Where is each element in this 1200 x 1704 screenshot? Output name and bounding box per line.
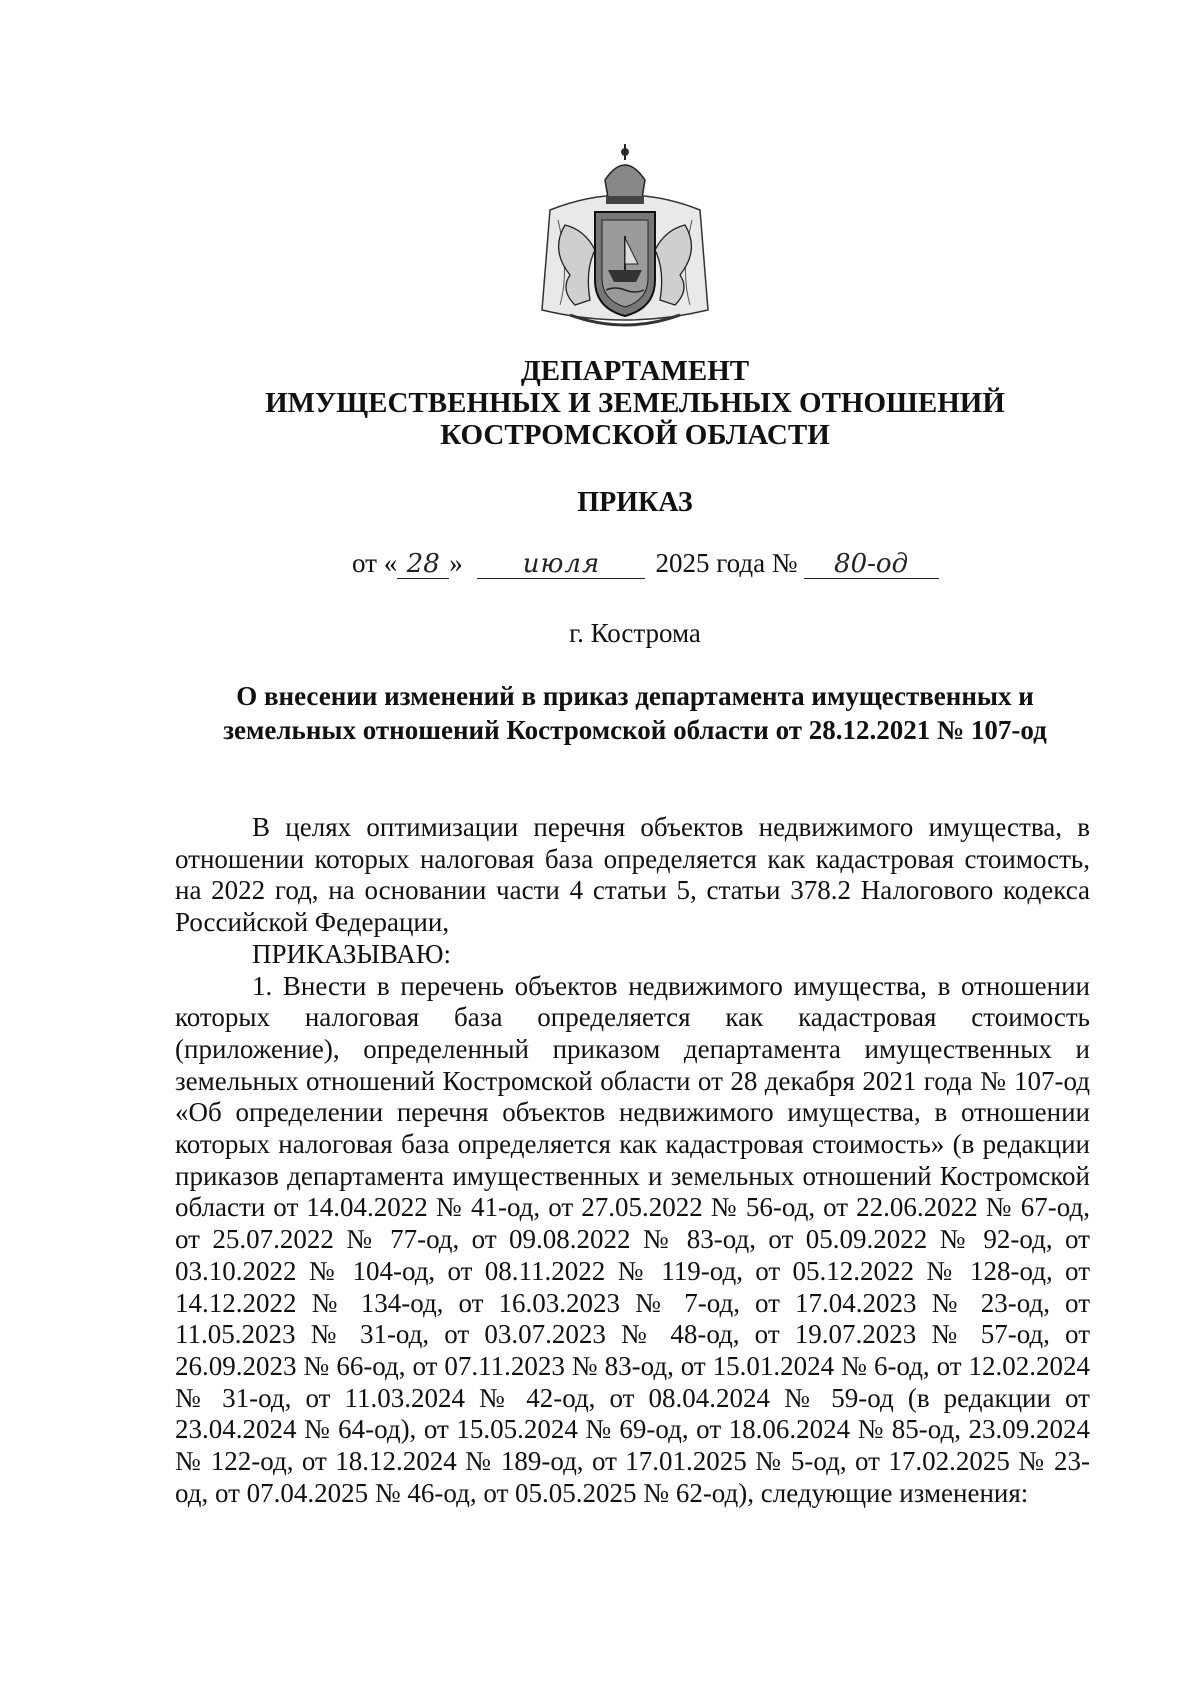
coat-of-arms-icon [530,140,720,335]
order-word: ПРИКАЗЫВАЮ: [252,938,451,969]
date-prefix: от « [352,548,398,578]
date-quote-close: » [449,548,463,578]
department-header [0,355,1200,451]
order-date-line [352,548,939,579]
header-line-2: ИМУЩЕСТВЕННЫХ И ЗЕМЕЛЬНЫХ ОТНОШЕНИЙ [265,387,1005,419]
handwritten-day: 28 [397,550,449,579]
year-and-number-label: 2025 года № [655,548,798,578]
preamble-paragraph: В целях оптимизации перечня объектов недвижимого имущества, в отношении которых налоговая база определяется как кадастровая стоимость, на 2022 год, на основании части 4 статьи 5, статьи 378.2 Налогового кодекса Российской Федерации, [175,812,1090,938]
order-title: ПРИКАЗ [577,487,693,518]
subject-line-1: О внесении изменений в приказ департамента имущественных и [236,681,1034,711]
item-1-paragraph: 1. Внести в перечень объектов недвижимого имущества, в отношении которых налоговая база определяется как кадастровая стоимость (приложение), определенный приказом департамента имущественных и земельных отношений Костромской области от 28 декабря 2021 года № 107-од «Об определении перечня объектов недвижимого имущества, в отношении которых налоговая база определяется как кадастровая стоимость» (в редакции приказов департамента имущественных и земельных отношений Костромской области от 14.04.2022 № 41-од, от 27.05.2022 № 56-од, от 22.06.2022 № 67-од, от 25.07.2022 № 77-од, от 09.08.2022 № 83-од, от 05.09.2022 № 92-од, от 03.10.2022 № 104-од, от 08.11.2022 № 119-од, от 05.12.2022 № 128-од, от 14.12.2022 № 134-од, от 16.03.2023 № 7-од, от 17.04.2023 № 23-од, от 11.05.2023 № 31-од, от 03.07.2023 № 48-од, от 19.07.2023 № 57-од, от 26.09.2023 № 66-од, от 07.11.2023 № 83-од, от 15.01.2024 № 6-од, от 12.02.2024 № 31-од, от 11.03.2024 № 42-од, от 08.04.2024 № 59-од (в редакции от 23.04.2024 № 64-од), от 15.05.2024 № 69-од, от 18.06.2024 № 85-од, 23.09.2024 № 122-од, от 18.12.2024 № 189-од, от 17.01.2025 № 5-од, от 17.02.2025 № 23-од, от 07.04.2025 № 46-од, от 05.05.2025 № 62-од), следующие изменения: [175,970,1090,1508]
order-subject [0,679,1200,747]
header-line-3: КОСТРОМСКОЙ ОБЛАСТИ [440,419,830,451]
subject-line-2: земельных отношений Костромской области от 28.12.2021 № 107-од [223,715,1047,745]
handwritten-order-number: 80-од [804,550,939,579]
city-line: г. Кострома [569,618,701,648]
handwritten-month: июля [477,550,645,579]
order-body [175,812,1090,1509]
header-line-1: ДЕПАРТАМЕНТ [520,355,750,387]
